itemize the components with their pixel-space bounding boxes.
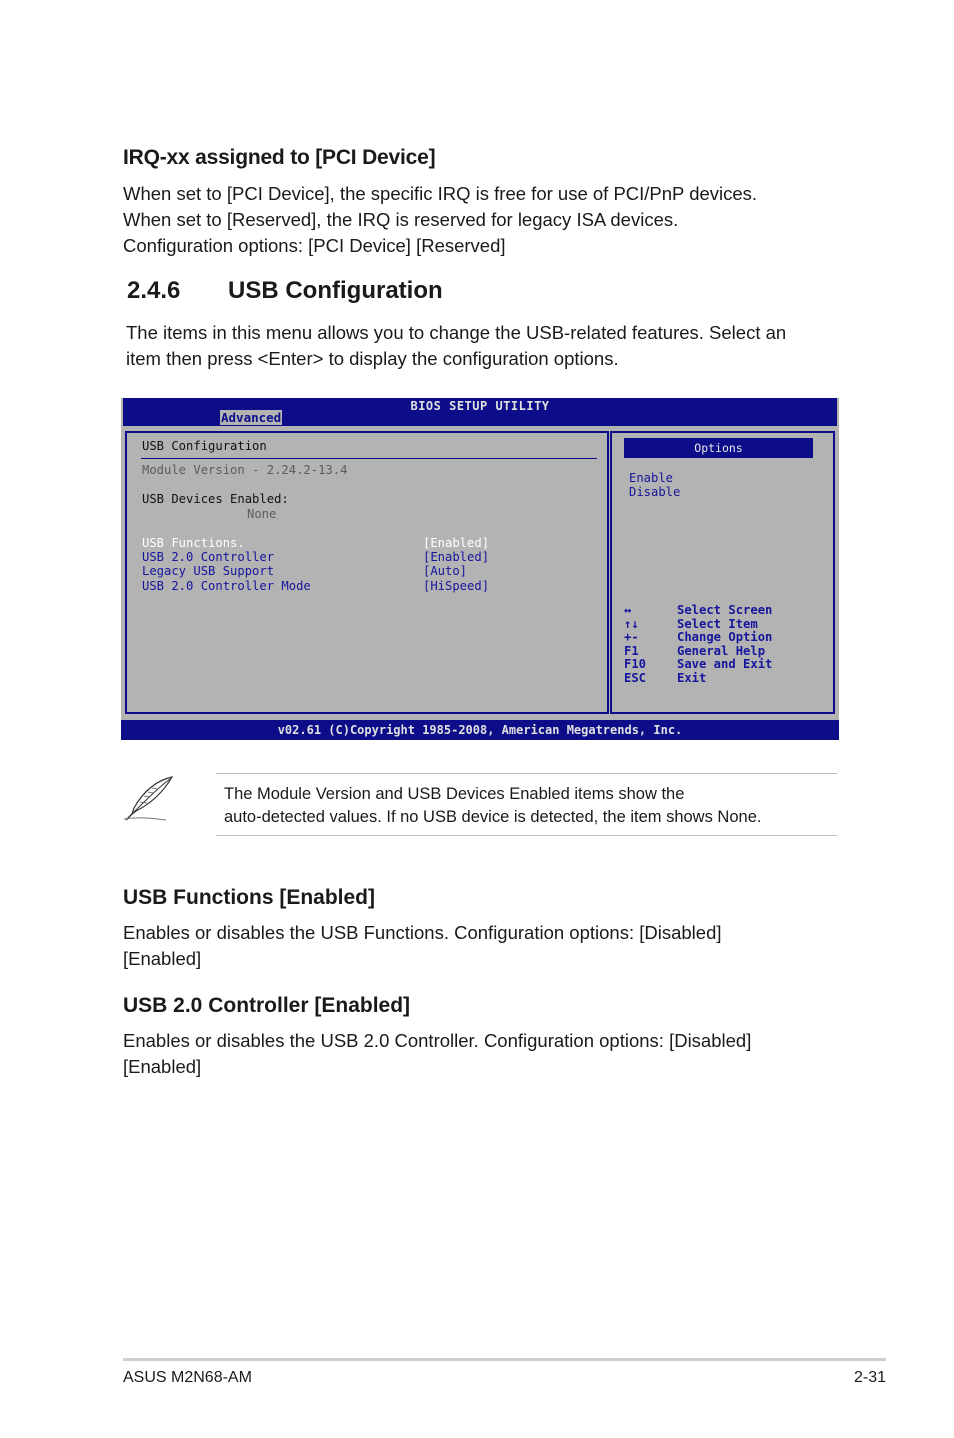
usb-functions-description bbox=[123, 920, 722, 972]
bios-copyright-bar: v02.61 (C)Copyright 1985-2008, American Megatrends, Inc. bbox=[121, 720, 839, 740]
bios-item-usb-functions[interactable]: USB Functions. bbox=[142, 536, 245, 550]
arrow-left-right-icon: ↔ bbox=[624, 603, 632, 617]
key-esc: ESC bbox=[624, 671, 647, 685]
usb-controller-description bbox=[123, 1028, 751, 1080]
bios-value-usb2-mode[interactable]: [HiSpeed] bbox=[423, 579, 490, 593]
module-version: Module Version - 2.24.2-13.4 bbox=[142, 463, 348, 477]
section-title bbox=[127, 277, 443, 305]
option-disable[interactable]: Disable bbox=[629, 485, 681, 499]
irq-heading: IRQ-xx assigned to [PCI Device] bbox=[123, 146, 436, 169]
key-help-save-exit: Save and Exit bbox=[677, 657, 773, 671]
bios-title: BIOS SETUP UTILITY bbox=[410, 399, 550, 413]
irq-line: When set to [PCI Device], the specific IRQ is free for use of PCI/PnP devices. bbox=[123, 183, 758, 204]
key-help-change-option: Change Option bbox=[677, 630, 773, 644]
bios-value-legacy-usb[interactable]: [Auto] bbox=[423, 564, 468, 578]
page-number: 2-31 bbox=[853, 1369, 886, 1386]
key-f10: F10 bbox=[624, 657, 647, 671]
bios-item-usb2-controller[interactable]: USB 2.0 Controller bbox=[142, 550, 275, 564]
note-line: auto-detected values. If no USB device is detected, the item shows None. bbox=[224, 808, 762, 826]
bios-main-panel bbox=[125, 431, 609, 714]
usb-config-heading: USB Configuration bbox=[142, 439, 267, 453]
bios-screen bbox=[121, 398, 839, 740]
section-number: 2.4.6 bbox=[127, 277, 181, 304]
bios-item-usb2-mode[interactable]: USB 2.0 Controller Mode bbox=[142, 579, 311, 593]
bios-item-legacy-usb[interactable]: Legacy USB Support bbox=[142, 564, 275, 578]
key-help-select-item: Select Item bbox=[677, 617, 758, 631]
tab-advanced[interactable]: Advanced bbox=[221, 410, 282, 425]
irq-line: When set to [Reserved], the IRQ is reserved for legacy ISA devices. bbox=[123, 209, 679, 230]
usb-controller-line: [Enabled] bbox=[123, 1056, 202, 1077]
option-enable[interactable]: Enable bbox=[629, 471, 674, 485]
note-top-rule bbox=[216, 773, 837, 774]
bios-value-usb2-controller[interactable]: [Enabled] bbox=[423, 550, 490, 564]
irq-description bbox=[123, 181, 757, 259]
usb-functions-heading: USB Functions [Enabled] bbox=[123, 886, 375, 909]
bios-side-panel bbox=[610, 431, 835, 714]
section-name: USB Configuration bbox=[228, 277, 443, 304]
footer-rule bbox=[123, 1358, 886, 1361]
key-plus-minus: +- bbox=[624, 630, 639, 644]
note-bottom-rule bbox=[216, 835, 837, 836]
options-heading: Options bbox=[624, 438, 813, 458]
usb-controller-heading: USB 2.0 Controller [Enabled] bbox=[123, 994, 411, 1017]
feather-pen-icon bbox=[122, 774, 176, 824]
key-help-general-help: General Help bbox=[677, 644, 766, 658]
usb-controller-line: Enables or disables the USB 2.0 Controller. Configuration options: [Disabled] bbox=[123, 1030, 752, 1051]
bios-value-usb-functions[interactable]: [Enabled] bbox=[423, 536, 490, 550]
usb-devices-value: None bbox=[247, 507, 277, 521]
key-f1: F1 bbox=[624, 644, 639, 658]
arrow-up-down-icon: ↑↓ bbox=[624, 617, 639, 631]
key-help-exit: Exit bbox=[677, 671, 707, 685]
irq-line: Configuration options: [PCI Device] [Reserved] bbox=[123, 235, 506, 256]
usb-devices-label: USB Devices Enabled: bbox=[142, 492, 289, 506]
note-text bbox=[224, 783, 761, 829]
divider bbox=[141, 458, 597, 459]
note-line: The Module Version and USB Devices Enabled items show the bbox=[224, 785, 685, 803]
section-intro bbox=[126, 320, 786, 372]
usb-functions-line: [Enabled] bbox=[123, 948, 202, 969]
key-help-select-screen: Select Screen bbox=[677, 603, 773, 617]
intro-line: The items in this menu allows you to change the USB-related features. Select an bbox=[126, 322, 787, 343]
footer-product: ASUS M2N68-AM bbox=[123, 1369, 252, 1386]
usb-functions-line: Enables or disables the USB Functions. Configuration options: [Disabled] bbox=[123, 922, 722, 943]
intro-line: item then press <Enter> to display the configuration options. bbox=[126, 348, 619, 369]
bios-title-bar bbox=[123, 398, 837, 426]
